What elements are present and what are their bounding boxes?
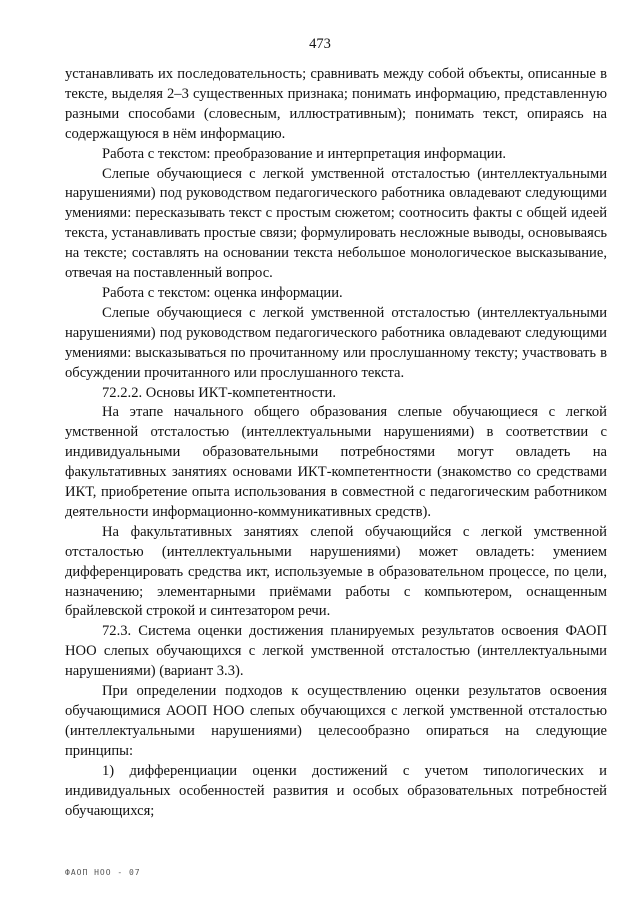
page-number: 473 [309,36,331,52]
paragraph: На факультативных занятиях слепой обучающийся с легкой умственной отсталостью (интеллектуальными нарушениями) может овладеть: умением дифференцировать средства икт, используемые в образовательном процессе, по цели, назначению; элементарными приёмами работы с компьютером, оснащенным брайлевской строкой и синтезатором речи. [65,523,607,620]
paragraph: При определении подходов к осуществлению оценки результатов освоения обучающимися АООП НОО слепых обучающихся с легкой умственной отсталостью (интеллектуальными нарушениями) целесообразно опираться на следующие принципы: [65,683,607,759]
list-item: 1) дифференциации оценки достижений с учетом типологических и индивидуальных особенностей развития и особых образовательных потребностей обучающихся; [65,762,607,819]
paragraph: Слепые обучающиеся с легкой умственной отсталостью (интеллектуальными нарушениями) под руководством педагогического работника овладевают следующими умениями: высказываться по прочитанному или прослушанному тексту; участвовать в обсуждении прочитанного или прослушанного текста. [65,304,607,381]
paragraph: устанавливать их последовательность; сравнивать между собой объекты, описанные в тексте, выделяя 2–3 существенных признака; понимать информацию, представленную разными способами (словесным, иллюстративным); понимать текст, опираясь на содержащуюся в нём информацию. [65,66,607,142]
paragraph: Слепые обучающиеся с легкой умственной отсталостью (интеллектуальными нарушениями) под руководством педагогического работника овладевают следующими умениями: пересказывать текст с простым сюжетом; соотносить факты с общей идеей текста, устанавливать простые связи; формулировать несложные выводы, основываясь на тексте; составлять на основании текста небольшое монологическое высказывание, отвечая на поставленный вопрос. [65,165,607,282]
footer-document-code: ФАОП НОО - 07 [65,868,141,877]
section-heading: 72.3. Система оценки достижения планируемых результатов освоения ФАОП НОО слепых обучающихся с легкой умственной отсталостью (интеллектуальными нарушениями) (вариант 3.3). [65,623,607,680]
section-heading: 72.2.2. Основы ИКТ-компетентности. [102,384,337,401]
document-body [65,65,607,821]
paragraph: Работа с текстом: преобразование и интерпретация информации. [102,145,507,162]
paragraph: Работа с текстом: оценка информации. [102,284,343,301]
paragraph: На этапе начального общего образования слепые обучающиеся с легкой умственной отсталостью (интеллектуальными нарушениями) в соответствии с индивидуальными образовательными потребностями могут овладеть на факультативных занятиях основами ИКТ-компетентности (знакомство со средствами ИКТ, приобретение опыта использования в совместной с педагогическим работником деятельности информационно-коммуникативных средств). [65,404,607,520]
